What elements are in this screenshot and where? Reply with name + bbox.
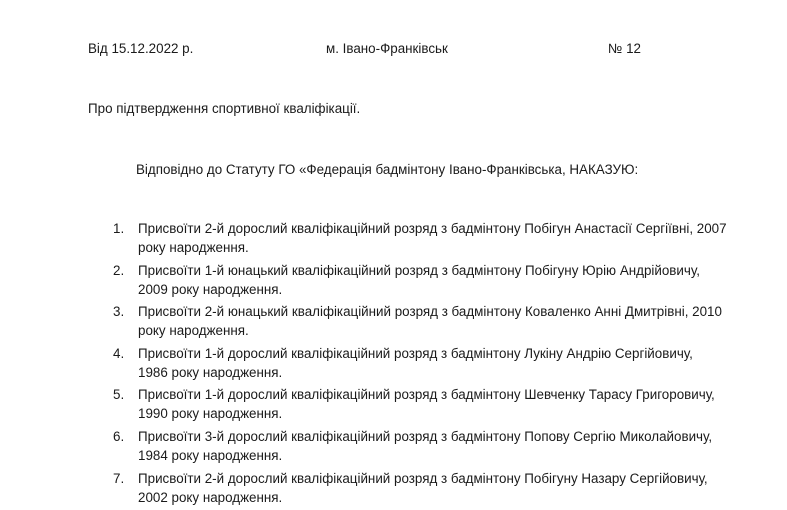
list-item bbox=[0, 385, 787, 427]
item-text bbox=[138, 469, 738, 507]
item-text-line: Присвоїти 2-й дорослий кваліфікаційний розряд з бадмінтону Побігун Анастасії Сергіївні, 2007 bbox=[138, 221, 727, 236]
item-text-line: 1984 року народження. bbox=[138, 447, 283, 463]
order-number: № 12 bbox=[608, 41, 641, 56]
list-item bbox=[0, 469, 787, 510]
order-preamble: Відповідно до Статуту ГО «Федерація бадмінтону Івано-Франківська, НАКАЗУЮ: bbox=[136, 162, 639, 177]
order-date: Від 15.12.2022 р. bbox=[88, 41, 194, 56]
item-text-line: Присвоїти 1-й дорослий кваліфікаційний розряд з бадмінтону Шевченку Тарасу Григоровичу, bbox=[138, 387, 715, 403]
list-item bbox=[0, 344, 787, 386]
item-text-line: Присвоїти 3-й дорослий кваліфікаційний розряд з бадмінтону Попову Сергію Миколайовичу, bbox=[138, 428, 713, 444]
item-number: 7. bbox=[113, 470, 125, 486]
item-text bbox=[138, 427, 738, 465]
item-text-line: 1986 року народження. bbox=[138, 364, 283, 380]
item-number: 3. bbox=[113, 304, 125, 320]
item-text-line: Присвоїти 2-й юнацький кваліфікаційний розряд з бадмінтону Коваленко Анні Дмитрівні, 2010 bbox=[138, 304, 722, 320]
item-text-line: 2009 року народження. bbox=[138, 281, 283, 297]
item-text-line: Присвоїти 1-й дорослий кваліфікаційний розряд з бадмінтону Лукіну Андрію Сергійовичу, bbox=[138, 345, 693, 361]
item-text-line: року народження. bbox=[138, 323, 249, 339]
item-number: 6. bbox=[113, 428, 125, 444]
document-header bbox=[0, 41, 787, 59]
list-item bbox=[0, 302, 787, 344]
item-number: 1. bbox=[113, 221, 125, 236]
item-text-line: року народження. bbox=[138, 240, 249, 255]
order-subject: Про підтвердження спортивної кваліфікації. bbox=[88, 101, 361, 116]
item-text bbox=[138, 219, 738, 257]
item-text-line: Присвоїти 1-й юнацький кваліфікаційний розряд з бадмінтону Побігуну Юрію Андрійовичу, bbox=[138, 262, 700, 278]
order-city: м. Івано-Франківськ bbox=[326, 41, 448, 56]
item-text bbox=[138, 302, 738, 340]
list-item bbox=[0, 261, 787, 303]
item-number: 5. bbox=[113, 387, 125, 403]
item-text-line: 2002 року народження. bbox=[138, 489, 283, 505]
item-number: 2. bbox=[113, 262, 125, 278]
item-text-line: 1990 року народження. bbox=[138, 406, 283, 422]
item-text bbox=[138, 344, 738, 382]
order-items-list bbox=[0, 219, 787, 510]
item-text bbox=[138, 385, 738, 423]
item-number: 4. bbox=[113, 345, 125, 361]
list-item bbox=[0, 427, 787, 469]
item-text bbox=[138, 261, 738, 299]
item-text-line: Присвоїти 2-й дорослий кваліфікаційний розряд з бадмінтону Побігуну Назару Сергійовичу, bbox=[138, 470, 708, 486]
list-item bbox=[0, 219, 787, 261]
